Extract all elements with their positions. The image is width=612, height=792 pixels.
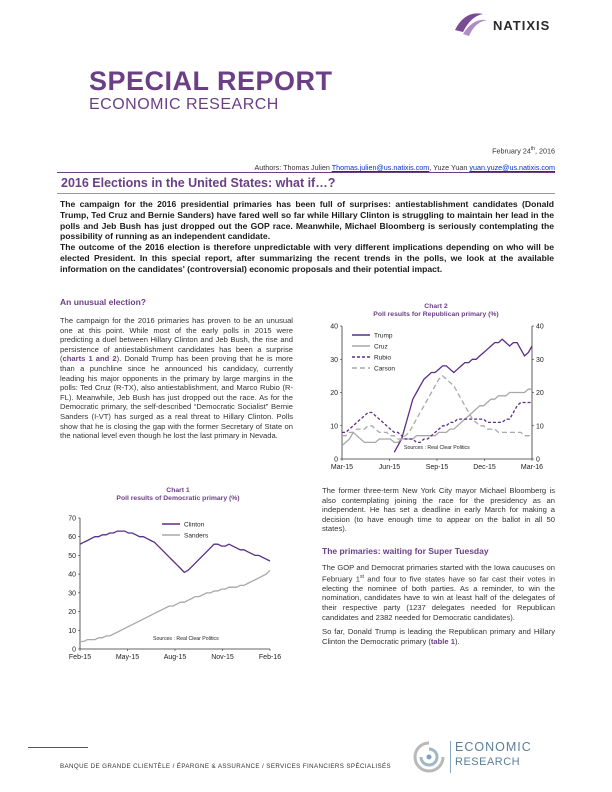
authors-mid: , Yuze Yuan — [429, 163, 470, 172]
chart1-label: Chart 1 — [166, 487, 190, 494]
primaries-paragraph — [322, 563, 555, 622]
x-tick-label: Aug-15 — [163, 654, 187, 661]
section1-text-b: ). Donald Trump has been proving that he is more than a punchline since he announced his candidacy, currently leading his major opponents in the primary by large margins in the polls: Ted Cruz (R-TX), also antiestablishment, and Marco Rubio (R-FL). Meanwhile, Jeb Bush has just dropped out the race. As for the Democratic primary, the self-described “Democratic Socialist” Bernie Sanders (I-VT) has surged as a real threat to Hillary Clinton. Polls show that he is closing the gap with the former Secretary of State on the national level even though he lost the last primary in Nevada. — [60, 354, 293, 441]
authors-prefix: Authors: Thomas Julien — [254, 163, 332, 172]
legend-label-sanders: Sanders — [184, 532, 209, 540]
section1-body — [60, 316, 293, 446]
y-tick-label: 10 — [330, 423, 338, 431]
section2-body-top — [322, 486, 555, 539]
bloomberg-paragraph: The former three-term New York City mayor Michael Bloomberg is also contemplating joining the race for the presidency as an independent. He has set a deadline in early March for making a decision (to have enough time to appear on the ballot in all 50 states). — [322, 486, 555, 534]
leading-paragraph — [322, 627, 555, 646]
chart-source: Sources : Real Clear Politics — [153, 636, 219, 642]
footer-divider — [28, 747, 88, 748]
footer-brand — [412, 738, 572, 778]
footer-brand-line2: RESEARCH — [455, 756, 521, 768]
chart-source: Sources : Real Clear Politics — [404, 445, 470, 451]
chart1-title: Poll results of Democratic primary (%) — [116, 495, 240, 502]
section2-body — [322, 563, 555, 651]
headline-box — [57, 172, 555, 194]
brand-name: NATIXIS — [493, 18, 551, 33]
y-tick-label: 0 — [334, 456, 338, 464]
y-right-tick-label: 40 — [536, 323, 544, 331]
economic-research-logo-icon — [412, 740, 446, 774]
natixis-logo-icon — [453, 8, 489, 38]
intro-paragraph-2: The outcome of the 2016 election is therefore unpredictable with very different implications depending on who will be elected President. In this special report, after summarizing the recent trends in the polls, we look at the available information on the candidates' (controversial) economic proposals and their potential impact. — [60, 242, 554, 274]
date-main: February 24 — [492, 146, 531, 156]
y-tick-label: 0 — [72, 646, 76, 654]
chart1-svg — [58, 508, 298, 668]
date-sup: th — [530, 146, 536, 152]
y-tick-label: 70 — [68, 515, 76, 523]
page-title: SPECIAL REPORT — [89, 66, 333, 96]
y-tick-label: 50 — [68, 552, 76, 560]
headline: 2016 Elections in the United States: what if…? — [61, 176, 336, 190]
chart2-label: Chart 2 — [424, 303, 448, 310]
y-right-tick-label: 30 — [536, 356, 544, 364]
x-tick-label: Feb-16 — [258, 654, 282, 661]
chart1-heading — [60, 487, 296, 503]
intro-paragraph-1: The campaign for the 2016 presidential primaries has been full of surprises: antiestablishment candidates (Donald Trump, Ted Cruz and Bernie Sanders) have fared well so far while Hillary Clinton is struggling to maintain her lead in the polls and Jeb Bush has just dropped out the GOP race. Meanwhile, Michael Bloomberg is seriously contemplating the possibility of running as an independent candidate. — [60, 199, 554, 242]
series-line-sanders — [80, 570, 270, 641]
leading-text-a: So far, Donald Trump is leading the Republican primary and Hillary Clinton the Democratic primary ( — [322, 627, 555, 646]
authors-line — [254, 163, 555, 172]
y-tick-label: 30 — [68, 590, 76, 598]
footer-business-lines: BANQUE DE GRANDE CLIENTÈLE / ÉPARGNE & ASSURANCE / SERVICES FINANCIERS SPÉCIALISÉS — [60, 763, 392, 770]
section-heading-unusual-election: An unusual election? — [60, 297, 146, 307]
x-tick-label: Mar-15 — [330, 464, 354, 471]
primaries-text-a: The GOP and Democrat primaries started with the Iowa caucuses on February 1 — [322, 563, 555, 584]
chart2-title: Poll results for Republican primary (%) — [373, 311, 499, 318]
leading-text-b: ). — [454, 636, 460, 646]
y-tick-label: 20 — [68, 609, 76, 617]
section1-paragraph-1 — [60, 316, 293, 441]
legend-label-clinton: Clinton — [184, 521, 205, 529]
section-heading-primaries: The primaries: waiting for Super Tuesday — [322, 546, 489, 556]
chart2-heading — [318, 303, 554, 319]
report-date — [492, 146, 555, 155]
legend-label-carson: Carson — [374, 365, 395, 373]
natixis-logo — [453, 8, 573, 38]
section1-text-a: The campaign for the 2016 primaries has proven to be an unusual one at this point. While most of the early polls in 2015 were predicting a duel between Hillary Clinton and Jeb Bush, the rise and persistence of antiestablishment candidates has been a surprise ( — [60, 316, 293, 364]
x-tick-label: Dec-15 — [473, 464, 496, 471]
series-line-trump — [394, 339, 532, 452]
series-line-clinton — [80, 531, 270, 572]
y-right-tick-label: 20 — [536, 390, 544, 397]
legend-label-rubio: Rubio — [374, 354, 391, 362]
y-tick-label: 40 — [68, 571, 76, 579]
series-line-rubio — [342, 403, 532, 443]
author2-email-link[interactable]: yuan.yuze@us.natixis.com — [469, 163, 555, 172]
y-tick-label: 20 — [330, 390, 338, 397]
series-line-cruz — [342, 389, 532, 446]
x-tick-label: Mar-16 — [520, 464, 544, 471]
charts-1-2-reference: charts 1 and 2 — [62, 354, 117, 364]
table-1-reference: table 1 — [430, 636, 455, 646]
series-line-carson — [342, 376, 532, 439]
footer-separator — [450, 741, 451, 773]
x-tick-label: Nov-15 — [211, 654, 234, 661]
legend-label-trump: Trump — [374, 332, 393, 340]
y-tick-label: 40 — [330, 323, 338, 331]
legend-label-cruz: Cruz — [374, 343, 388, 351]
x-tick-label: Feb-15 — [68, 654, 92, 661]
primaries-sup: st — [360, 573, 364, 580]
footer-brand-line1: ECONOMIC — [455, 740, 532, 754]
x-tick-label: Jun-15 — [378, 464, 401, 471]
y-tick-label: 10 — [68, 627, 76, 635]
intro-summary — [60, 199, 554, 275]
y-tick-label: 60 — [68, 534, 76, 542]
page-subtitle: ECONOMIC RESEARCH — [89, 96, 279, 113]
x-tick-label: May-15 — [115, 654, 140, 661]
y-right-tick-label: 10 — [536, 423, 544, 431]
author1-email-link[interactable]: Thomas.julien@us.natixis.com — [331, 163, 430, 172]
y-right-tick-label: 0 — [536, 456, 540, 464]
primaries-text-b: and four to five states have so far cast their votes in electing the nominee of both parties. As a reminder, to win the nomination, candidates have to win at least half of the delegates of their respective party (1237 delegates needed for Republican candidates and 2382 needed for Democratic candidates). — [322, 574, 555, 622]
x-tick-label: Sep-15 — [425, 464, 449, 471]
chart2-svg — [318, 318, 558, 476]
date-year: , 2016 — [535, 146, 555, 156]
y-tick-label: 30 — [330, 356, 338, 364]
